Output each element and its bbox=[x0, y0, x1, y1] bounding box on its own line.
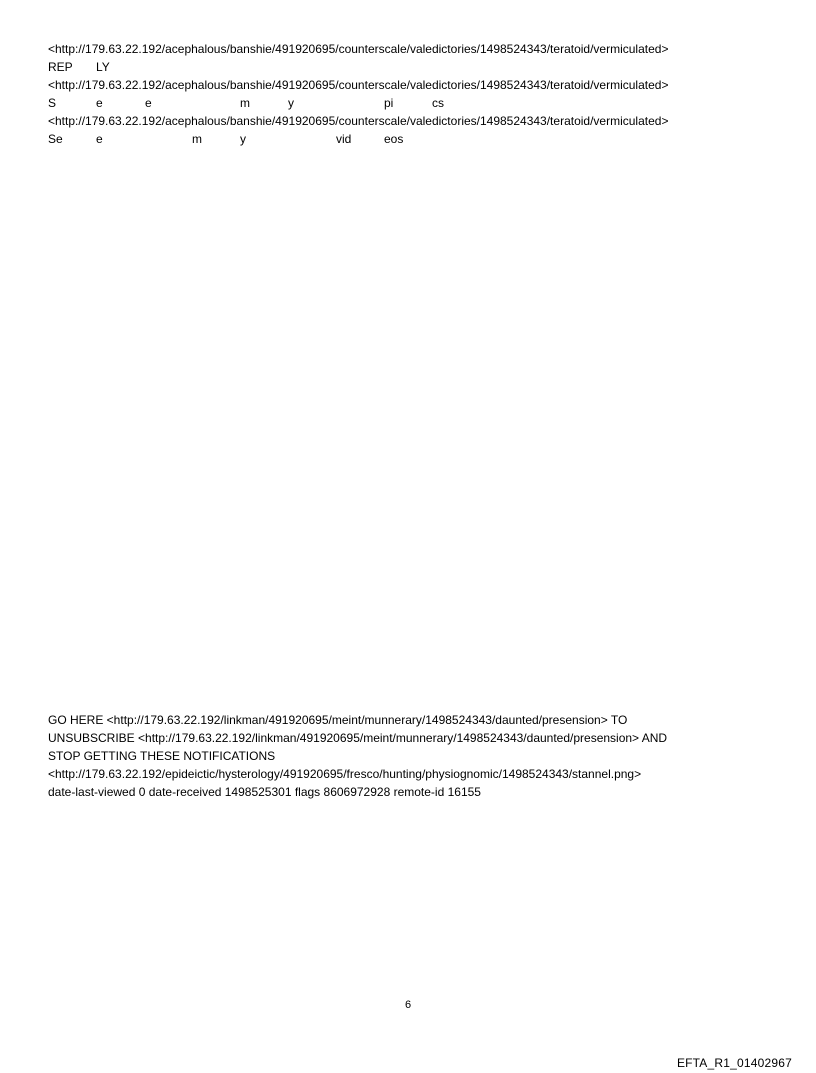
unsubscribe-link-line[interactable]: UNSUBSCRIBE <http://179.63.22.192/linkman/491920695/meint/munnerary/1498524343/daunted/presension> AND bbox=[48, 731, 668, 745]
stop-notifications-text: STOP GETTING THESE NOTIFICATIONS bbox=[48, 749, 276, 763]
unsubscribe-footer bbox=[48, 711, 778, 801]
reply-part: LY bbox=[96, 60, 110, 74]
videos-part: vid bbox=[336, 132, 352, 146]
go-here-link-line[interactable]: GO HERE <http://179.63.22.192/linkman/491920695/meint/munnerary/1498524343/daunted/presension> TO bbox=[48, 713, 628, 727]
pics-part: pi bbox=[384, 96, 394, 110]
tracking-image-url[interactable]: <http://179.63.22.192/epideictic/hysterology/491920695/fresco/hunting/physiognomic/1498524343/stannel.png> bbox=[48, 767, 642, 781]
videos-part: y bbox=[240, 132, 246, 146]
videos-part: m bbox=[192, 132, 202, 146]
link-url-3[interactable]: <http://179.63.22.192/acephalous/banshie/491920695/counterscale/valedictories/1498524343/teratoid/vermiculated> bbox=[48, 114, 669, 128]
reply-part: REP bbox=[48, 60, 73, 74]
videos-part: e bbox=[96, 132, 103, 146]
link-url-2[interactable]: <http://179.63.22.192/acephalous/banshie/491920695/counterscale/valedictories/1498524343/teratoid/vermiculated> bbox=[48, 78, 669, 92]
page-number: 6 bbox=[404, 999, 412, 1011]
pics-part: e bbox=[96, 96, 103, 110]
link-url-1[interactable]: <http://179.63.22.192/acephalous/banshie/491920695/counterscale/valedictories/1498524343/teratoid/vermiculated> bbox=[48, 42, 669, 56]
pics-part: y bbox=[288, 96, 294, 110]
videos-part: eos bbox=[384, 132, 404, 146]
pics-part: m bbox=[240, 96, 250, 110]
pics-part: cs bbox=[432, 96, 444, 110]
document-id: EFTA_R1_01402967 bbox=[676, 1056, 792, 1070]
pics-part: e bbox=[145, 96, 152, 110]
message-metadata: date-last-viewed 0 date-received 1498525301 flags 8606972928 remote-id 16155 bbox=[48, 785, 481, 799]
videos-part: Se bbox=[48, 132, 63, 146]
pics-part: S bbox=[48, 96, 57, 110]
